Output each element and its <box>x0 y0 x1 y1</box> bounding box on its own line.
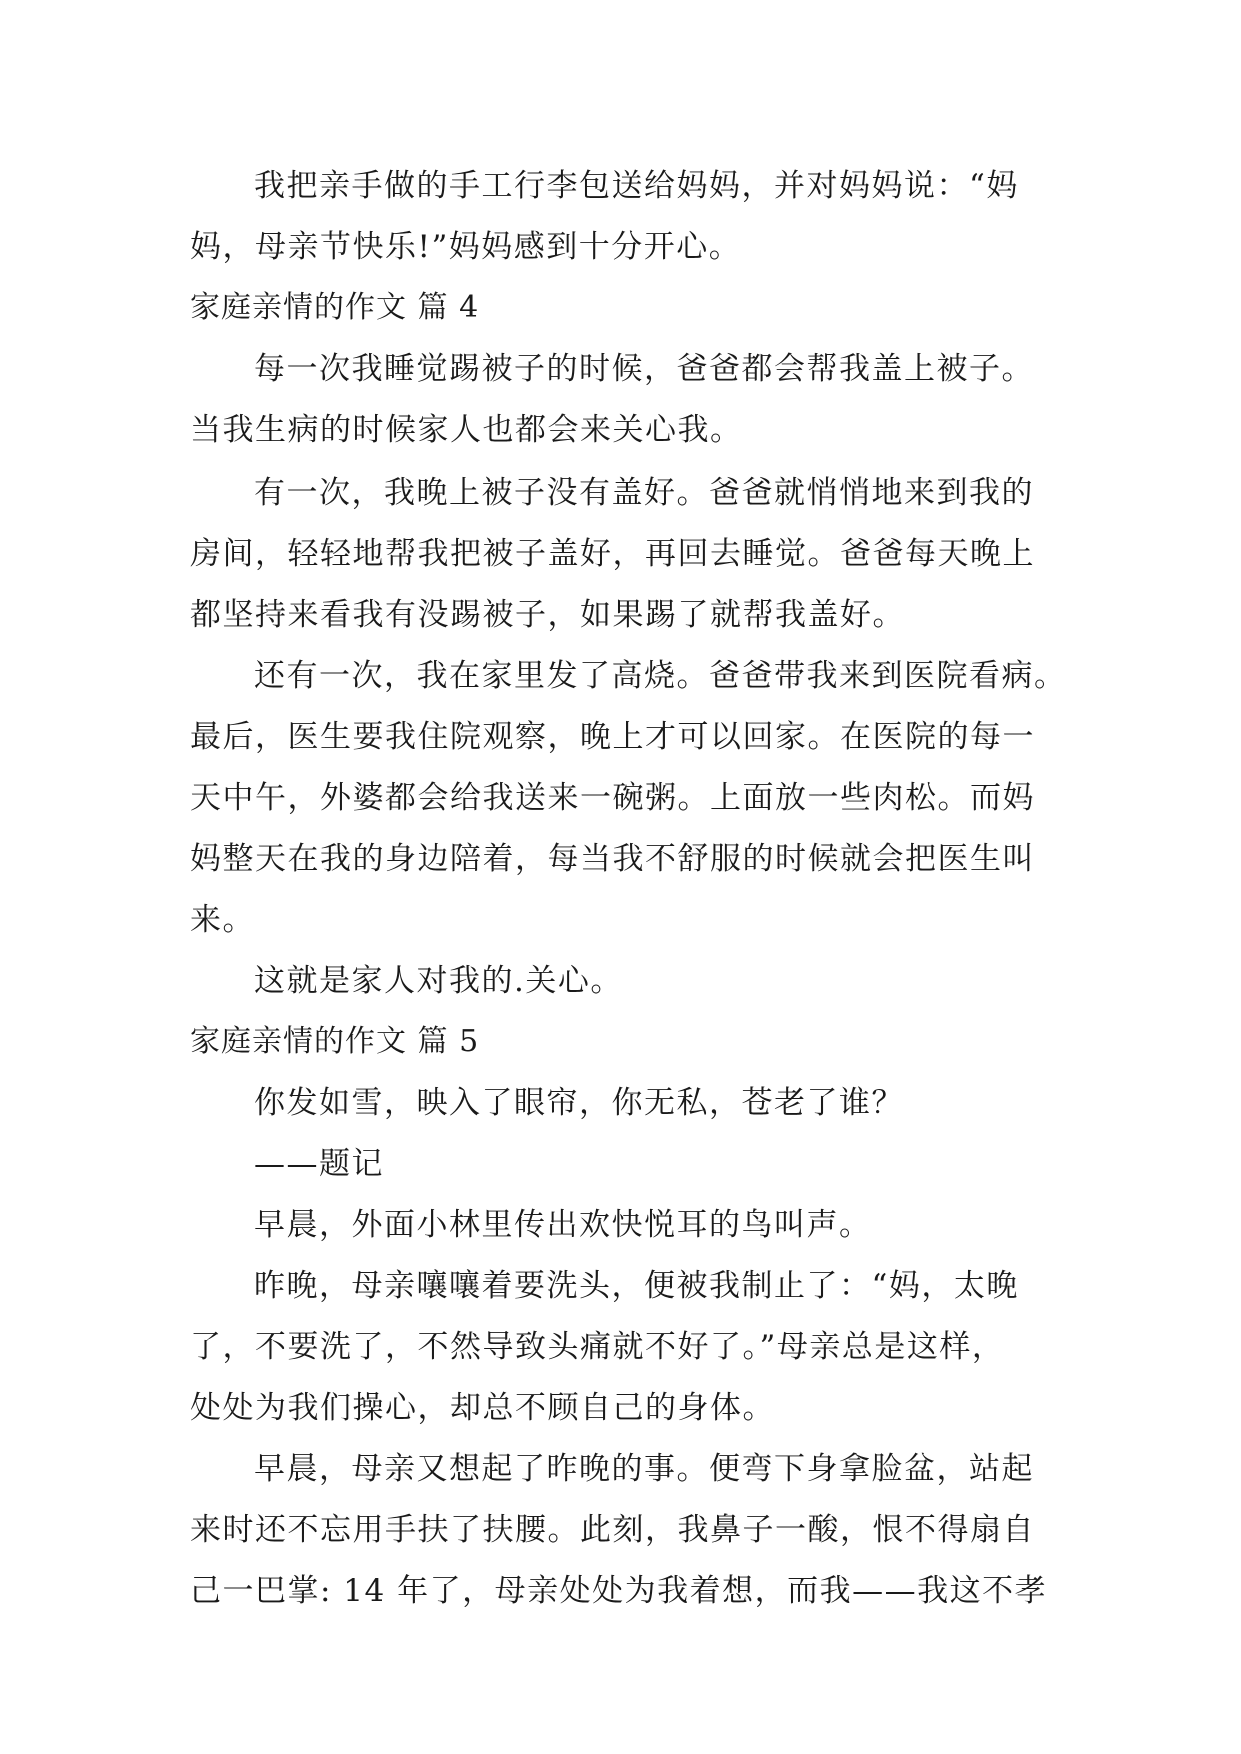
paragraph-line: 天中午，外婆都会给我送来一碗粥。上面放一些肉松。而妈 <box>190 780 1035 816</box>
paragraph-line: 己一巴掌: 14 年了，母亲处处为我着想，而我——我这不孝 <box>190 1573 1048 1609</box>
paragraph-line: 当我生病的时候家人也都会来关心我。 <box>190 412 743 448</box>
paragraph-line: 有一次，我晚上被子没有盖好。爸爸就悄悄地来到我的 <box>254 475 1034 511</box>
paragraph-line: 来。 <box>190 902 255 938</box>
paragraph-line: 处处为我们操心，却总不顾自己的身体。 <box>190 1390 775 1426</box>
paragraph-line: 昨晚，母亲嚷嚷着要洗头，便被我制止了：“妈，太晚 <box>254 1268 1019 1304</box>
section-heading-5: 家庭亲情的作文 篇 5 <box>190 1024 480 1059</box>
paragraph-line: 了，不要洗了，不然导致头痛就不好了。”母亲总是这样， <box>190 1329 1005 1365</box>
paragraph-line: 房间，轻轻地帮我把被子盖好，再回去睡觉。爸爸每天晚上 <box>190 536 1035 572</box>
paragraph-line: 早晨，外面小林里传出欢快悦耳的鸟叫声。 <box>254 1207 872 1243</box>
section-heading-4: 家庭亲情的作文 篇 4 <box>190 290 480 325</box>
paragraph-line: 每一次我睡觉踢被子的时候，爸爸都会帮我盖上被子。 <box>254 351 1034 387</box>
paragraph-line: 这就是家人对我的.关心。 <box>254 963 623 999</box>
paragraph-line: 最后，医生要我住院观察，晚上才可以回家。在医院的每一 <box>190 719 1035 755</box>
epigraph-attribution: ——题记 <box>254 1146 384 1182</box>
paragraph-line: 还有一次，我在家里发了高烧。爸爸带我来到医院看病。 <box>254 658 1067 694</box>
paragraph-line: 都坚持来看我有没踢被子，如果踢了就帮我盖好。 <box>190 597 905 633</box>
paragraph-line: 早晨，母亲又想起了昨晚的事。便弯下身拿脸盆，站起 <box>254 1451 1034 1487</box>
paragraph-line: 来时还不忘用手扶了扶腰。此刻，我鼻子一酸，恨不得扇自 <box>190 1512 1035 1548</box>
paragraph-line: 我把亲手做的手工行李包送给妈妈，并对妈妈说：“妈 <box>254 168 1019 204</box>
paragraph-line: 你发如雪，映入了眼帘，你无私，苍老了谁？ <box>254 1085 904 1121</box>
paragraph-line: 妈，母亲节快乐!”妈妈感到十分开心。 <box>190 229 742 265</box>
paragraph-line: 妈整天在我的身边陪着，每当我不舒服的时候就会把医生叫 <box>190 841 1035 877</box>
